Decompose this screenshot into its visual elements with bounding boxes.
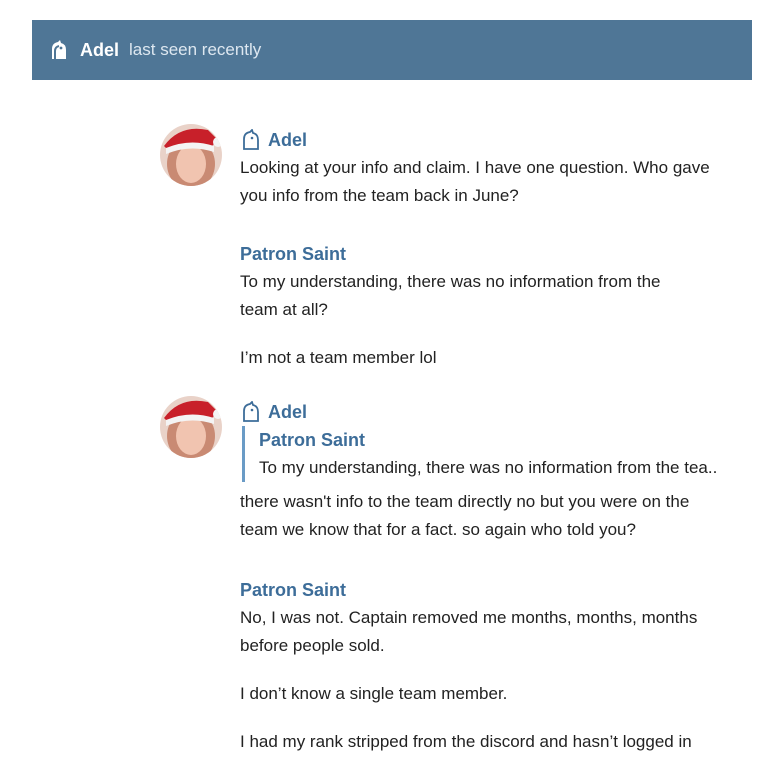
message-sender[interactable] — [240, 126, 754, 154]
sender-name: Adel — [268, 401, 308, 422]
message — [240, 240, 754, 372]
message-line: I’m not a team member lol — [240, 348, 437, 367]
contact-name[interactable]: Adel — [80, 39, 120, 60]
quoted-text: To my understanding, there was no information from the tea.. — [259, 458, 718, 477]
message-line: before people sold. — [240, 636, 385, 655]
quoted-sender: Patron Saint — [259, 430, 366, 450]
chat-header[interactable] — [32, 20, 752, 80]
sender-name: Adel — [268, 129, 308, 150]
message-line: I don’t know a single team member. — [240, 684, 508, 703]
sender-name[interactable]: Patron Saint — [240, 244, 347, 264]
message-line: I had my rank stripped from the discord and hasn’t logged in — [240, 732, 692, 751]
message — [240, 126, 754, 210]
unicorn-icon — [240, 129, 262, 151]
message-line: team we know that for a fact. so again who told you? — [240, 520, 636, 539]
sender-name[interactable]: Patron Saint — [240, 580, 347, 600]
message-line: To my understanding, there was no information from the — [240, 272, 661, 291]
unicorn-icon — [48, 39, 70, 61]
message-sender[interactable] — [240, 398, 754, 426]
avatar[interactable] — [160, 124, 222, 186]
message — [240, 398, 754, 544]
unicorn-icon — [240, 401, 262, 423]
message — [240, 576, 754, 756]
message-line: team at all? — [240, 300, 328, 319]
message-line: Looking at your info and claim. I have one question. Who gave — [240, 158, 710, 177]
message-line: No, I was not. Captain removed me months, months, months — [240, 608, 698, 627]
message-line: there wasn't info to the team directly no but you were on the — [240, 492, 690, 511]
contact-status: last seen recently — [129, 40, 262, 59]
message-line: you info from the team back in June? — [240, 186, 519, 205]
avatar[interactable] — [160, 396, 222, 458]
reply-quote[interactable] — [242, 426, 754, 482]
